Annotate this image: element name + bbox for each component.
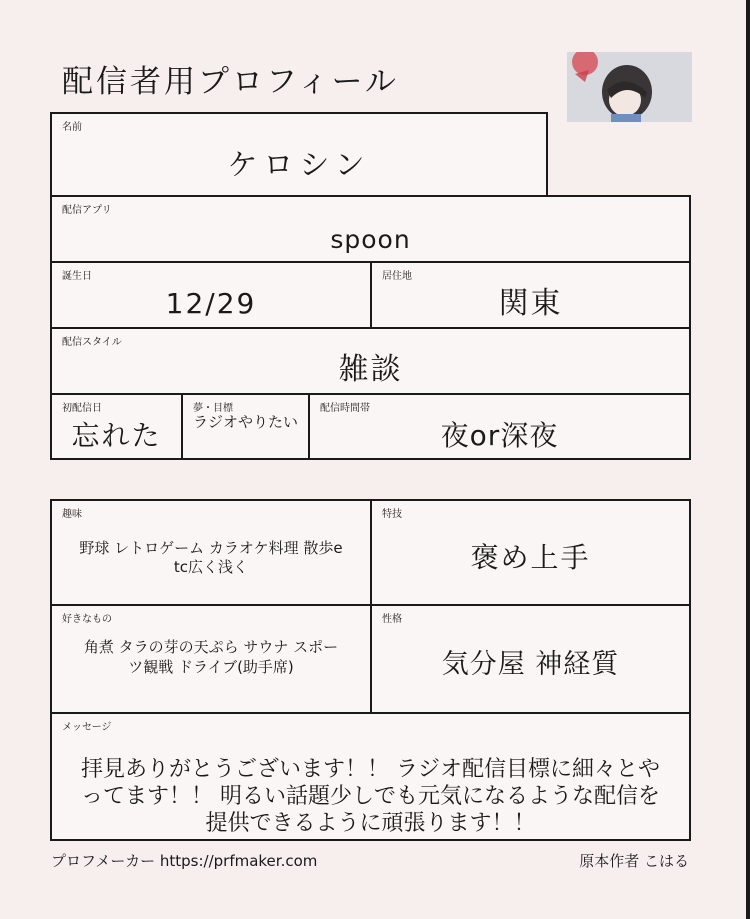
personality-cell bbox=[370, 604, 691, 714]
message-cell bbox=[50, 712, 691, 841]
avatar bbox=[567, 52, 692, 122]
residence-label: 居住地 bbox=[382, 271, 412, 282]
residence-value: 関東 bbox=[498, 286, 563, 321]
birthday-value: 12/29 bbox=[165, 287, 257, 320]
birthday-label: 誕生日 bbox=[62, 271, 92, 282]
style-cell bbox=[50, 327, 691, 395]
likes-value: 角煮 タラの芽の天ぷら サウナ スポーツ観戦 ドライブ(助手席) bbox=[83, 638, 339, 676]
hobby-value: 野球 レトロゲーム カラオケ料理 散歩etc広く浅く bbox=[79, 539, 343, 576]
name-cell bbox=[50, 112, 548, 197]
message-value: 拝見ありがとうございます！！ ラジオ配信目標に細々とやってます！！ 明るい話題少しでも元気になるような配信を提供できるように頑張ります！！ bbox=[81, 757, 660, 836]
style-label: 配信スタイル bbox=[62, 337, 122, 348]
hobby-label: 趣味 bbox=[62, 509, 82, 520]
hobby-cell bbox=[50, 499, 372, 606]
personality-label: 性格 bbox=[382, 614, 402, 625]
skill-value: 褒め上手 bbox=[470, 541, 591, 574]
first-stream-cell bbox=[50, 393, 183, 460]
name-value: ケロシン bbox=[227, 148, 371, 183]
app-label: 配信アプリ bbox=[62, 205, 112, 216]
time-slot-cell bbox=[308, 393, 691, 460]
first-stream-label: 初配信日 bbox=[62, 403, 102, 414]
likes-cell bbox=[50, 604, 372, 714]
app-value: spoon bbox=[330, 225, 411, 254]
message-label: メッセージ bbox=[62, 722, 112, 733]
skill-label: 特技 bbox=[382, 509, 402, 520]
page-title: 配信者用プロフィール bbox=[62, 64, 399, 100]
likes-label: 好きなもの bbox=[62, 614, 112, 625]
footer-maker: プロフメーカー https://prfmaker.com bbox=[51, 852, 318, 870]
residence-cell bbox=[370, 261, 691, 329]
personality-value: 気分屋 神経質 bbox=[441, 649, 620, 680]
skill-cell bbox=[370, 499, 691, 606]
first-stream-value: 忘れた bbox=[71, 419, 162, 452]
birthday-cell bbox=[50, 261, 372, 329]
name-label: 名前 bbox=[62, 122, 82, 133]
time-slot-value: 夜or深夜 bbox=[440, 419, 559, 452]
goal-value: ラジオやりたい bbox=[192, 413, 298, 431]
goal-label: 夢・目標 bbox=[193, 403, 233, 414]
time-slot-label: 配信時間帯 bbox=[320, 403, 370, 414]
app-cell bbox=[50, 195, 691, 263]
style-value: 雑談 bbox=[338, 352, 403, 387]
footer-author: 原本作者 こはる bbox=[579, 852, 689, 870]
goal-cell bbox=[181, 393, 310, 460]
window-edge bbox=[746, 0, 750, 919]
